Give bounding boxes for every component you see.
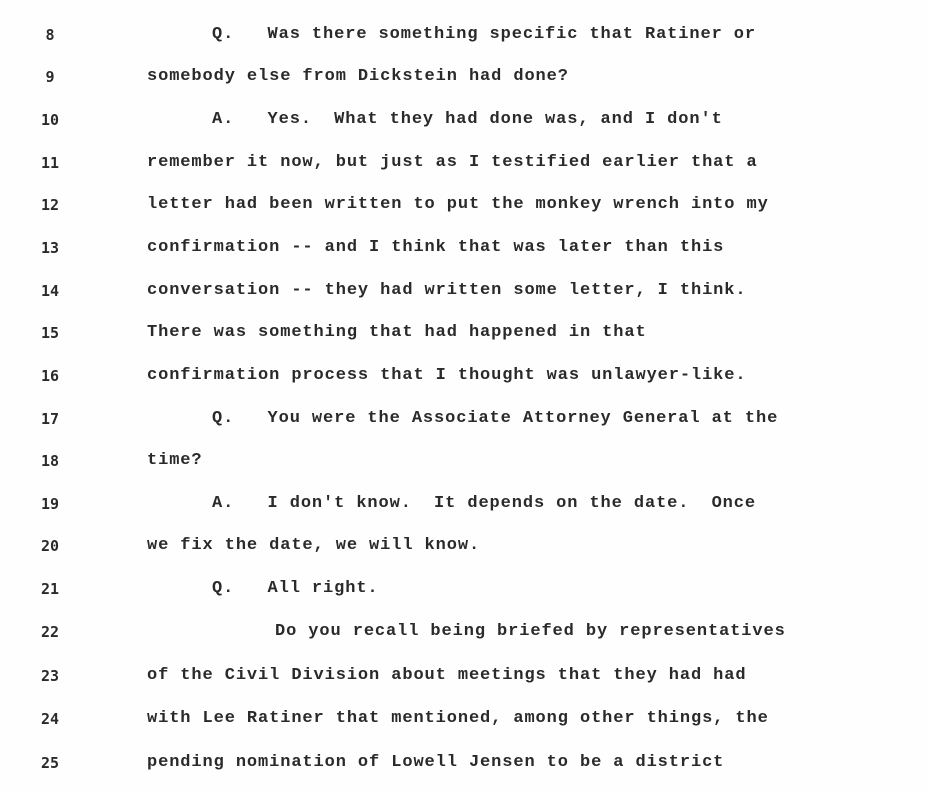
line-text: with Lee Ratiner that mentioned, among other things, the (147, 709, 769, 728)
transcript-line (0, 105, 927, 135)
line-text: we fix the date, we will know. (147, 536, 481, 555)
transcript-line (0, 704, 927, 734)
line-number: 16 (40, 367, 60, 385)
transcript-line (0, 617, 927, 647)
line-number: 8 (45, 26, 55, 44)
transcript-line (0, 574, 927, 604)
transcript-line (0, 361, 927, 391)
transcript-line (0, 233, 927, 263)
transcript-line (0, 404, 927, 434)
transcript-line (0, 148, 927, 178)
transcript-line (0, 62, 927, 92)
line-number: 20 (40, 537, 60, 555)
line-number: 11 (40, 154, 60, 172)
line-number: 12 (40, 196, 60, 214)
line-text: of the Civil Division about meetings that they had had (147, 666, 747, 685)
line-number: 10 (40, 111, 60, 129)
line-text: A. I don't know. It depends on the date. Once (212, 494, 756, 513)
transcript-line (0, 531, 927, 561)
line-number: 9 (45, 68, 55, 86)
transcript-line (0, 318, 927, 348)
line-number: 17 (40, 410, 60, 428)
line-number: 22 (40, 623, 60, 641)
transcript-line (0, 489, 927, 519)
line-text: Do you recall being briefed by representatives (275, 622, 786, 641)
line-text: time? (147, 451, 203, 470)
line-text: Q. You were the Associate Attorney General at the (212, 409, 779, 428)
transcript-line (0, 20, 927, 50)
line-number: 13 (40, 239, 60, 257)
line-text: pending nomination of Lowell Jensen to be a district (147, 753, 725, 772)
line-text: Q. Was there something specific that Ratiner or (212, 25, 756, 44)
line-text: somebody else from Dickstein had done? (147, 67, 569, 86)
line-text: There was something that had happened in that (147, 323, 647, 342)
line-text: confirmation -- and I think that was later than this (147, 238, 725, 257)
line-number: 24 (40, 710, 60, 728)
line-text: conversation -- they had written some letter, I think. (147, 281, 747, 300)
line-text: Q. All right. (212, 579, 379, 598)
line-number: 23 (40, 667, 60, 685)
transcript-line (0, 190, 927, 220)
transcript-line (0, 276, 927, 306)
transcript-line (0, 748, 927, 778)
line-text: A. Yes. What they had done was, and I don't (212, 110, 723, 129)
line-number: 14 (40, 282, 60, 300)
line-number: 25 (40, 754, 60, 772)
line-text: confirmation process that I thought was unlawyer-like. (147, 366, 747, 385)
line-number: 21 (40, 580, 60, 598)
line-number: 19 (40, 495, 60, 513)
line-text: remember it now, but just as I testified earlier that a (147, 153, 758, 172)
line-number: 18 (40, 452, 60, 470)
line-text: letter had been written to put the monkey wrench into my (147, 195, 769, 214)
transcript-line (0, 661, 927, 691)
line-number: 15 (40, 324, 60, 342)
transcript-line (0, 446, 927, 476)
